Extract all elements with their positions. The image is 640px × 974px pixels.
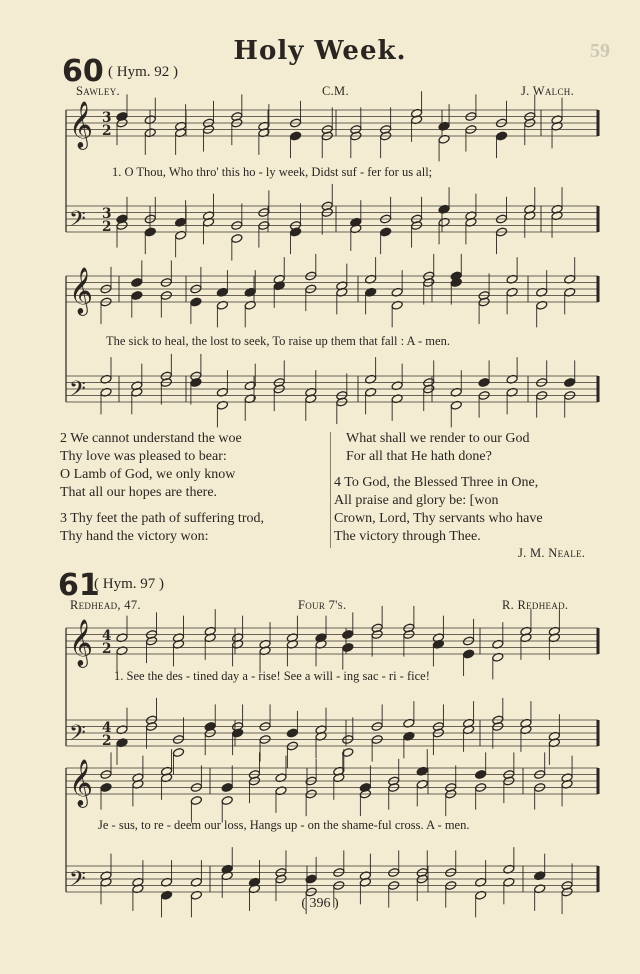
note-head (190, 796, 202, 806)
time-signature-top: 3 (102, 206, 112, 222)
hymn-60-reference: ( Hym. 92 ) (108, 64, 178, 80)
verse-line: For all that He hath done? (346, 449, 492, 464)
verse-line: 4 To God, the Blessed Three in One, (334, 475, 539, 490)
verse-line: Crown, Lord, Thy servants who have (334, 511, 543, 526)
treble-clef-icon: 𝄞 (69, 759, 93, 806)
hymn-60-tune-name: Sawley. (76, 84, 120, 98)
verse-line (60, 502, 264, 510)
hymn-60-verses-left (60, 430, 264, 546)
hymn-60-number: 60 (62, 54, 104, 89)
note-head (221, 796, 233, 806)
hymn-61-music-system-1 (0, 610, 640, 770)
note-head (131, 291, 143, 301)
time-signature-top: 4 (102, 720, 112, 736)
note-head (221, 783, 233, 793)
treble-clef-icon: 𝄞 (69, 267, 93, 314)
verse-line: That all our hopes are there. (60, 485, 218, 500)
treble-clef-icon: 𝄞 (69, 619, 93, 666)
verse-line: 2 We cannot understand the woe (60, 431, 242, 446)
time-signature-bottom: 2 (102, 123, 112, 139)
bleed-through-page-number: 59 (590, 40, 610, 62)
bass-clef-icon: 𝄢 (69, 721, 86, 751)
note-head (475, 770, 487, 780)
note-head (342, 630, 354, 640)
note-head (495, 131, 507, 141)
verse-line: Thy hand the victory won: (60, 529, 209, 544)
note-head (172, 748, 184, 758)
hymn-60-lyrics-line-2: The sick to heal, the lost to seek, To raise up them that fall : A - men. (106, 334, 450, 348)
time-signature-bottom: 2 (102, 219, 112, 235)
note-head (478, 378, 490, 388)
hymn-61-lyrics-line-2: Je - sus, to re - deem our loss, Hangs up - on the shame-ful cross. A - men. (98, 818, 470, 832)
note-head (286, 728, 298, 738)
note-head (190, 297, 202, 307)
hymn-61-number: 61 (58, 568, 100, 603)
time-signature-bottom: 2 (102, 733, 112, 749)
hymn-61-music-system-2 (0, 758, 640, 918)
note-head (342, 643, 354, 653)
verse-line: 3 Thy feet the path of suffering trod, (60, 511, 264, 526)
verse-line: What shall we render to our God (346, 431, 530, 446)
note-head (231, 234, 243, 244)
time-signature-bottom: 2 (102, 641, 112, 657)
bass-clef-icon: 𝄢 (69, 867, 86, 897)
hymn-61-reference: ( Hym. 97 ) (94, 576, 164, 592)
note-head (290, 131, 302, 141)
section-title: Holy Week. (233, 36, 407, 66)
verse-line: Thy love was pleased to bear: (60, 449, 227, 464)
hymn-60-meter: C.M. (322, 84, 349, 98)
note-head (564, 378, 576, 388)
time-signature-top: 3 (102, 110, 112, 126)
verse-line: The victory through Thee. (334, 529, 481, 544)
hymn-61-lyrics-line-1: 1. See the des - tined day a - rise! See a will - ing sac - ri - fice! (114, 669, 430, 683)
note-head (380, 227, 392, 237)
hymn-61-meter: Four 7's. (298, 598, 347, 612)
bass-clef-icon: 𝄢 (69, 377, 86, 407)
note-head (463, 649, 475, 659)
note-head (144, 227, 156, 237)
note-head (131, 278, 143, 288)
bass-clef-icon: 𝄢 (69, 207, 86, 237)
hymn-61-tune-name: Redhead, 47. (70, 598, 141, 612)
hymn-60-lyrics-line-1: 1. O Thou, Who thro' this ho - ly week, Didst suf - fer for us all; (112, 165, 433, 179)
verse-column-divider (330, 432, 331, 548)
hymn-60-author: J. M. Neale. (518, 546, 586, 560)
hymn-60-composer: J. Walch. (521, 84, 575, 98)
verse-line: O Lamb of God, we only know (60, 467, 236, 482)
verse-line: All praise and glory be: [won (334, 493, 499, 508)
page-number: ( 396 ) (301, 896, 339, 911)
time-signature-top: 4 (102, 628, 112, 644)
hymn-60-verses-right (334, 430, 543, 546)
verse-line (334, 466, 543, 474)
treble-clef-icon: 𝄞 (69, 101, 93, 148)
hymn-61-composer: R. Redhead. (502, 598, 569, 612)
note-head (100, 783, 112, 793)
